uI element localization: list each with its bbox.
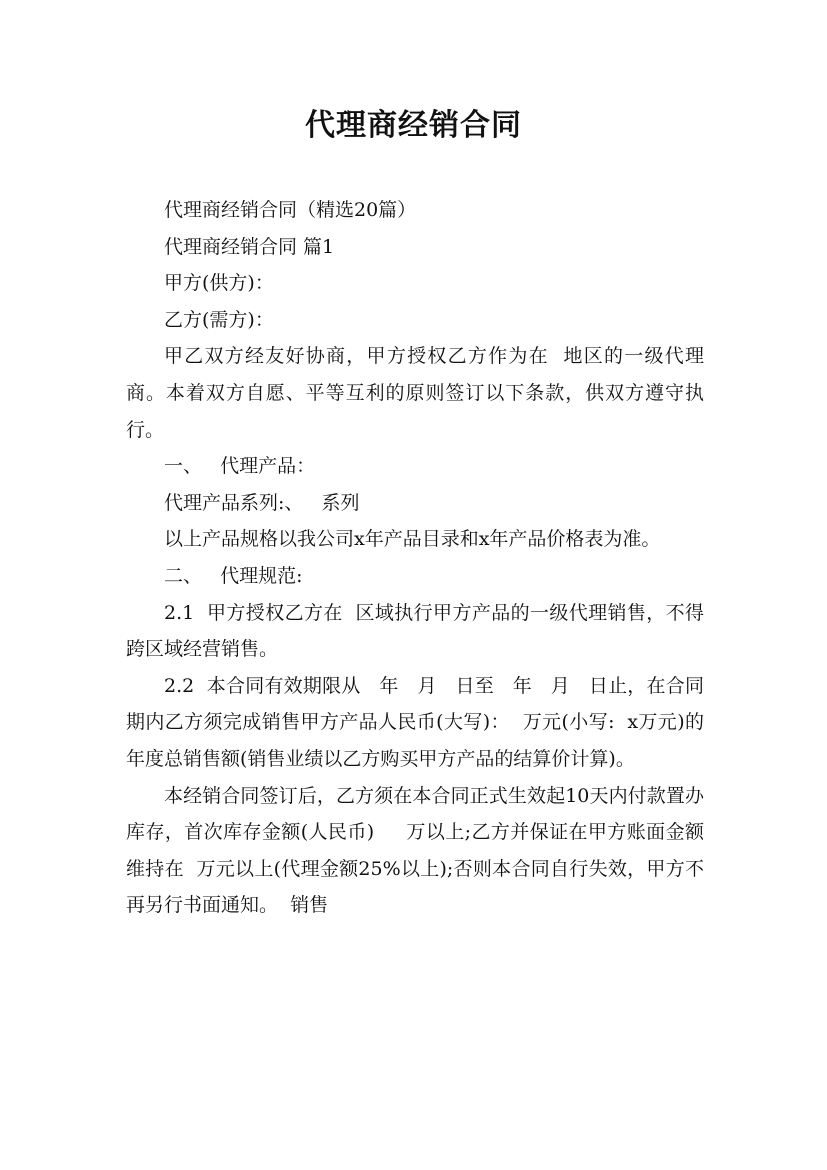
paragraph-subtitle: 代理商经销合同（精选20篇） bbox=[164, 199, 417, 221]
paragraph-section-1-heading: 一、 代理产品： bbox=[164, 455, 316, 478]
paragraph-product-spec: 以上产品规格以我公司x年产品目录和x年产品价格表为准。 bbox=[164, 528, 661, 551]
paragraph-part-heading: 代理商经销合同 篇1 bbox=[164, 235, 335, 258]
paragraph-preamble: 甲乙双方经友好协商，甲方授权乙方作为在 地区的一级代理商。本着双方自愿、平等互利的原则签订以下条款，供双方遵守执行。 bbox=[126, 345, 704, 441]
paragraph-clause-2-1: 2.1 甲方授权乙方在 区域执行甲方产品的一级代理销售，不得跨区域经营销售。 bbox=[126, 601, 704, 661]
paragraph-inventory: 本经销合同签订后，乙方须在本合同正式生效起10天内付款置办库存，首次库存金额(人民币) 万以上;乙方并保证在甲方账面金额维持在 万元以上(代理金额25%以上);否则本合同自行失效，甲方不再另行书面通知。 销售 bbox=[126, 784, 704, 917]
document-title: 代理商经销合同 bbox=[305, 108, 522, 143]
paragraph-party-a: 甲方(供方)： bbox=[164, 272, 274, 295]
paragraph-clause-2-2: 2.2 本合同有效期限从 年 月 日至 年 月 日止，在合同期内乙方须完成销售甲方产品人民币(大写)： 万元(小写: x万元)的年度总销售额(销售业绩以乙方购买甲方产品的结算价计算)。 bbox=[126, 674, 704, 770]
paragraph-product-series: 代理产品系列:、 系列 bbox=[164, 491, 360, 514]
document-body bbox=[126, 192, 704, 924]
paragraph-party-b: 乙方(需方)： bbox=[164, 308, 274, 331]
paragraph-section-2-heading: 二、 代理规范: bbox=[164, 564, 303, 587]
